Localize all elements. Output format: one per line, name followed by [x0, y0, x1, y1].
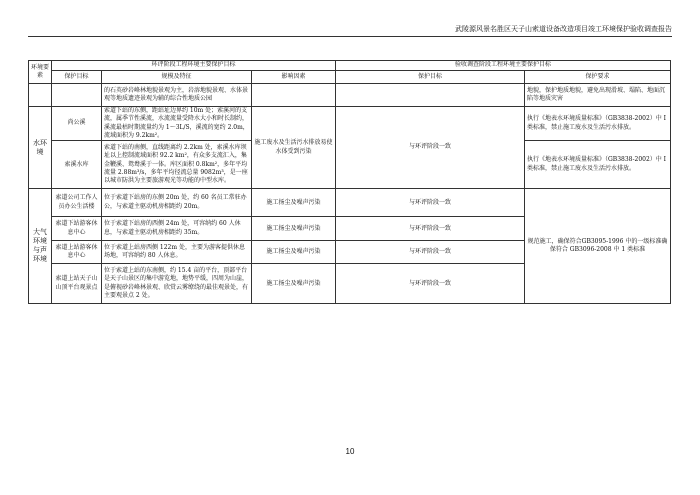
consistency-cell: 与环评阶段一致 [336, 264, 525, 304]
table-subheader-row [29, 71, 671, 84]
target-cell: 尚公溪 [52, 107, 102, 141]
water-factor-cell: 施工废水及生活污水排放易使水体受到污染 [252, 107, 336, 189]
consistency-cell: 与环评阶段一致 [336, 241, 525, 264]
protection-targets-table [28, 60, 671, 304]
header-requirement: 保护要求 [525, 71, 671, 84]
table-row [29, 189, 671, 217]
header-factor: 影响因素 [252, 71, 336, 84]
header-target: 保护目标 [52, 71, 102, 84]
water-element-cell: 水环境 [29, 107, 52, 189]
header-title: 武陵源风景名胜区天子山索道设备改造项目竣工环境保护验收调查报告 [455, 25, 672, 33]
factor-cell: 施工扬尘及噪声污染 [252, 217, 336, 241]
scale-cell: 索道下站的南侧，直线距离约 2.2km 处，索溪水库坝址以上控制流域面积 92.2 km²，有众多支流汇入，集金鞭溪、鸳鸯溪于一体。库区面积 0.8km²，多年平均流量 2.88m³/s，多年平均径流总量 9082m³，是一座以城市防洪为主要旅游观光等功能的中型水库。 [102, 141, 252, 189]
water-consistency-cell: 与环评阶段一致 [336, 107, 525, 189]
table-header-row [29, 61, 671, 71]
requirement-cell: 执行《地表水环境质量标准》（GB3838-2002）中 I 类标准，禁止施工废水及生活污水排放。 [525, 107, 671, 141]
factor-cell: 施工扬尘及噪声污染 [252, 189, 336, 217]
consistency-cell: 与环评阶段一致 [336, 189, 525, 217]
scale-cell: 位于索道上站的东南侧，约 15.4 亩的平台，顶部平台是天子山景区的集中游览地，地势平缓，四周为山崖，是俯视砂岩峰林景观、欣赏云雾缭绕的最佳观景处，有主要观景点 2 处。 [102, 264, 252, 304]
header-acceptance-group: 验收调查阶段工程环境主要保护目标 [336, 61, 671, 71]
header-eia-group: 环评阶段工程环境主要保护目标 [52, 61, 336, 71]
table-row [29, 84, 671, 107]
scale-cell: 位于索道下站房的东侧 20m 处，约 60 名员工常驻办公，与索道主驱动机房相距约 20m。 [102, 189, 252, 217]
consistency-cell: 与环评阶段一致 [336, 217, 525, 241]
air-element-cell: 大气环境与声环境 [29, 189, 52, 304]
page-number: 10 [345, 447, 355, 456]
factor-cell: 施工扬尘及噪声污染 [252, 264, 336, 304]
requirement-cell: 执行《地表水环境质量标准》（GB3838-2002）中 I 类标准，禁止施工废水及生活污水排放。 [525, 141, 671, 189]
target-cell: 索道下站游客休息中心 [52, 217, 102, 241]
target-cell: 索溪水库 [52, 141, 102, 189]
target-cell: 索道上站天子山山顶平台观景点 [52, 264, 102, 304]
scale-cell: 位于索道上站房西侧 122m 处，主要为游客提供休息场地，可容纳约 80 人休息。 [102, 241, 252, 264]
scale-cell: 索道下站的东侧，距站址边界约 10m 处；索溪河的支流，属季节性溪流，水流流量受降水大小和时长制约，溪流最枯时期流量约为 1～3L/S，溪流的宽约 2.0m，流域面积为 9.2km²。 [102, 107, 252, 141]
page-header [28, 14, 672, 37]
air-requirement-cell: 规范施工，确保符合GB3095-1996 中的一级标准确保符合 GB3096-2008 中 1 类标准 [525, 189, 671, 304]
factor-cell: 施工扬尘及噪声污染 [252, 241, 336, 264]
header-scale: 规模及特征 [102, 71, 252, 84]
header-element: 环境要素 [29, 61, 52, 84]
target-cell: 索道上站游客休息中心 [52, 241, 102, 264]
header-acceptance-target: 保护目标 [336, 71, 525, 84]
requirement-cell: 地貌，保护地质地貌，避免出现滑坡、塌陷、地面沉陷等地质灾害 [525, 84, 671, 107]
scale-cell: 的石英砂岩峰林地貌景观为主，岩溶地貌景观、水体景观等地质遗迹景观为辅的综合性地质公园 [102, 84, 252, 107]
target-cell: 索道公司工作人员办公生活楼 [52, 189, 102, 217]
table-row [29, 107, 671, 141]
scale-cell: 位于索道下站房的西侧 24m 处，可容纳约 60 人休息，与索道主驱动机房相距约 35m。 [102, 217, 252, 241]
